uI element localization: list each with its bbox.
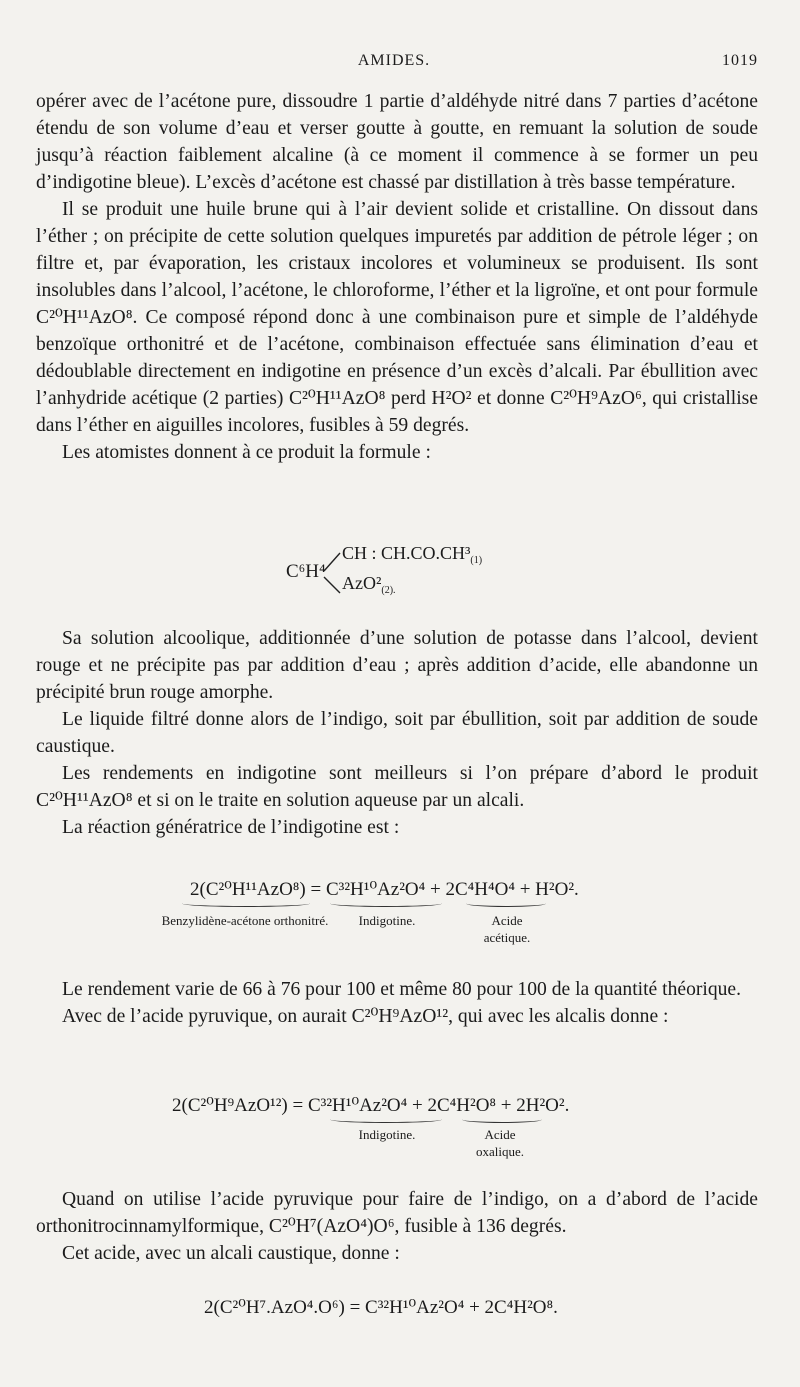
label-indigotine: Indigotine. bbox=[358, 913, 416, 928]
label-benzylidene: Benzylidène-acétone orthonitré. bbox=[161, 913, 329, 928]
paragraph: Les rendements en indigotine sont meilleurs si l’on prépare d’abord le produit C²⁰H¹¹AzO⁸ et si on le traite en solution aqueuse par un alcali. bbox=[36, 763, 758, 811]
text-block-mid2 bbox=[36, 976, 758, 1030]
formula-base: C⁶H⁴ bbox=[286, 561, 326, 582]
structural-formula bbox=[286, 545, 536, 605]
brace bbox=[330, 900, 442, 907]
label-indigotine: Indigotine. bbox=[358, 1127, 416, 1142]
brace bbox=[466, 900, 546, 907]
paragraph: La réaction génératrice de l’indigotine est : bbox=[62, 817, 400, 838]
paragraph: opérer avec de l’acétone pure, dissoudre 1 partie d’aldéhyde nitré dans 7 parties d’acétone étendu de son volume d’eau et verser goutte à goutte, en remuant la solution de soude jusqu’à réaction faiblement alcaline (à ce moment il commence à se former un peu d’indigotine bleue). L’excès d’acétone est chassé par distillation à très basse température. bbox=[36, 91, 758, 193]
label-acide-oxalique: Acide oxalique. bbox=[475, 1127, 524, 1159]
paragraph: Sa solution alcoolique, additionnée d’une solution de potasse dans l’alcool, devient rouge et ne précipite pas par addition d’eau ; après addition d’acide, elle abandonne un précipité brun rouge amorphe. bbox=[36, 628, 758, 703]
paragraph: Le rendement varie de 66 à 76 pour 100 et même 80 pour 100 de la quantité théorique. bbox=[62, 979, 742, 1000]
brace bbox=[330, 1116, 442, 1123]
paragraph: Il se produit une huile brune qui à l’air devient solide et cristalline. On dissout dans l’éther ; on précipite de cette solution quelques impuretés par addition de pétrole léger ; on filtre et, par évaporation, les cristaux incolores et volumineux se produisent. Ils sont insolubles dans l’alcool, l’acétone, le chloroforme, l’éther et la ligroïne, et ont pour formule C²⁰H¹¹AzO⁸. Ce composé répond donc à une combinaison pure et simple de l’aldéhyde benzoïque orthonitré et de l’acétone, combinaison effectuée sans élimination d’eau et dédoublable directement en indigotine en présence d’un excès d’alcali. Par ébullition avec l’anhydride acétique (2 parties) C²⁰H¹¹AzO⁸ perd H²O² et donne C²⁰H⁹AzO⁶, qui cristallise dans l’éther en aiguilles incolores, fusibles à 59 degrés. bbox=[36, 199, 758, 436]
paragraph: Cet acide, avec un alcali caustique, donne : bbox=[62, 1243, 400, 1264]
running-head bbox=[30, 52, 758, 78]
paragraph: Avec de l’acide pyruvique, on aurait C²⁰H⁹AzO¹², qui avec les alcalis donne : bbox=[62, 1006, 669, 1027]
paragraph: Le liquide filtré donne alors de l’indigo, soit par ébullition, soit par addition de soude caustique. bbox=[36, 709, 758, 757]
equation-1-text: 2(C²⁰H¹¹AzO⁸) = C³²H¹⁰Az²O⁴ + 2C⁴H⁴O⁴ + H²O². bbox=[190, 879, 579, 900]
brace bbox=[182, 900, 310, 907]
label-acide-acetique: Acide acétique. bbox=[483, 913, 531, 945]
formula-bottom-branch: $AzO^2_{(2).}$ bbox=[342, 573, 396, 596]
running-title: AMIDES. bbox=[357, 52, 431, 69]
brace bbox=[462, 1116, 542, 1123]
equation-3-text: 2(C²⁰H⁷.AzO⁴.O⁶) = C³²H¹⁰Az²O⁴ + 2C⁴H²O⁸. bbox=[204, 1297, 558, 1318]
paragraph: Les atomistes donnent à ce produit la formule : bbox=[62, 442, 431, 463]
page-number: 1019 bbox=[722, 52, 758, 69]
formula-top-branch: CH : $CH.CO.CH^3_{(1)}$ bbox=[342, 543, 483, 566]
text-block-mid bbox=[36, 625, 758, 841]
equation-2-text: 2(C²⁰H⁹AzO¹²) = C³²H¹⁰Az²O⁴ + 2C⁴H²O⁸ + 2H²O². bbox=[172, 1095, 570, 1116]
text-block-top bbox=[36, 88, 758, 466]
text-block-bottom bbox=[36, 1186, 758, 1267]
paragraph: Quand on utilise l’acide pyruvique pour faire de l’indigo, on a d’abord de l’acide orthonitrocinnamylformique, C²⁰H⁷(AzO⁴)O⁶, fusible à 136 degrés. bbox=[36, 1189, 758, 1237]
